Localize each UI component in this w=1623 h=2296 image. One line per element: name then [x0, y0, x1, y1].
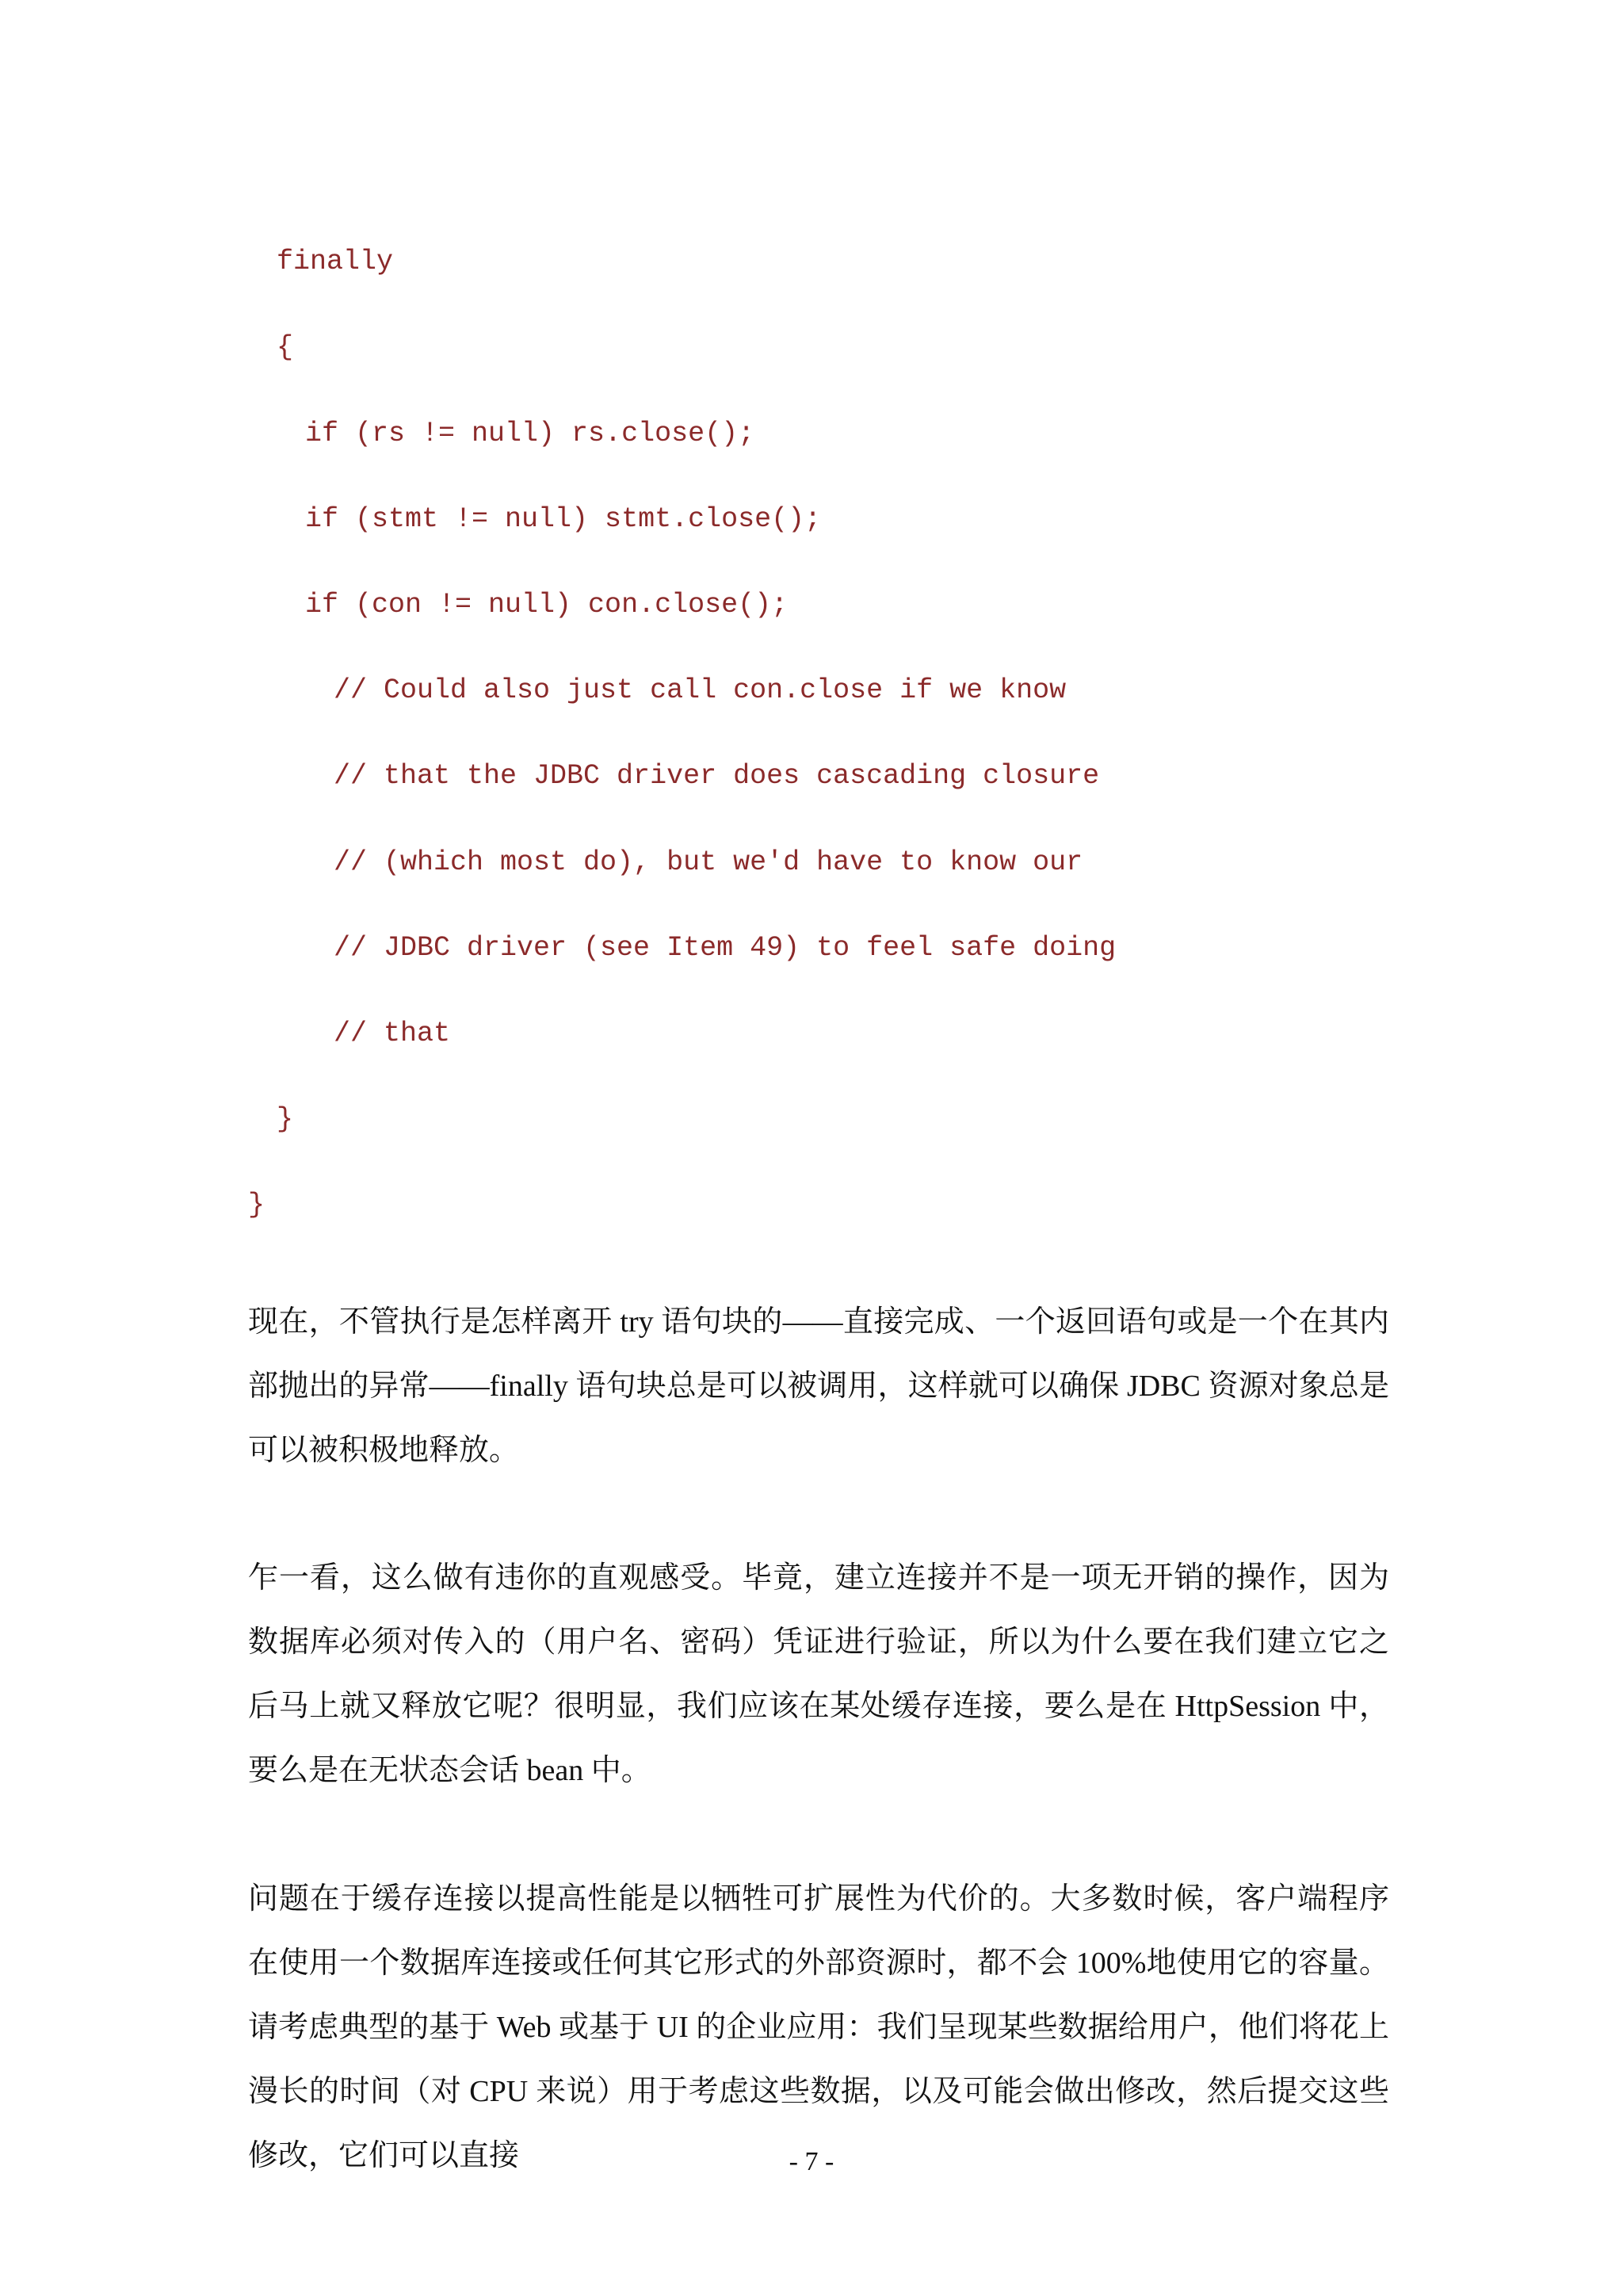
body-paragraph-finally: 现在，不管执行是怎样离开 try 语句块的——直接完成、一个返回语句或是一个在其内部抛出的异常——finally 语句块总是可以被调用，这样就可以确保 JDBC 资源对象总是可以被积极地释放。 [248, 1305, 1389, 1467]
code-line: if (stmt != null) stmt.close(); [305, 503, 822, 535]
code-line: if (con != null) con.close(); [305, 589, 789, 621]
code-line: } [248, 1189, 265, 1221]
code-comment: // Could also just call con.close if we know [334, 674, 1067, 706]
code-line: finally [277, 246, 394, 277]
body-paragraph-connection: 乍一看，这么做有违你的直观感受。毕竟，建立连接并不是一项无开销的操作，因为数据库必须对传入的（用户名、密码）凭证进行验证，所以为什么要在我们建立它之后马上就又释放它呢？很明显，我们应该在某处缓存连接，要么是在 HttpSession 中，要么是在无状态会话 bean 中。 [248, 1561, 1389, 1787]
body-paragraph-scalability: 问题在于缓存连接以提高性能是以牺牲可扩展性为代价的。大多数时候，客户端程序在使用一个数据库连接或任何其它形式的外部资源时，都不会 100%地使用它的容量。请考虑典型的基于 Web 或基于 UI 的企业应用：我们呈现某些数据给用户，他们将花上漫长的时间（对 CPU 来说）用于考虑这些数据，以及可能会做出修改，然后提交这些修改，它们可以直接 [248, 1882, 1389, 2172]
code-line: if (rs != null) rs.close(); [305, 418, 755, 449]
code-comment: // JDBC driver (see Item 49) to feel safe doing [334, 932, 1117, 964]
page-number: - 7 - [789, 2147, 834, 2176]
code-comment: // (which most do), but we'd have to know our [334, 846, 1083, 878]
code-line: } [277, 1103, 294, 1135]
code-comment: // that the JDBC driver does cascading closure [334, 760, 1100, 792]
code-comment: // that [334, 1018, 451, 1049]
code-line: { [277, 331, 294, 363]
